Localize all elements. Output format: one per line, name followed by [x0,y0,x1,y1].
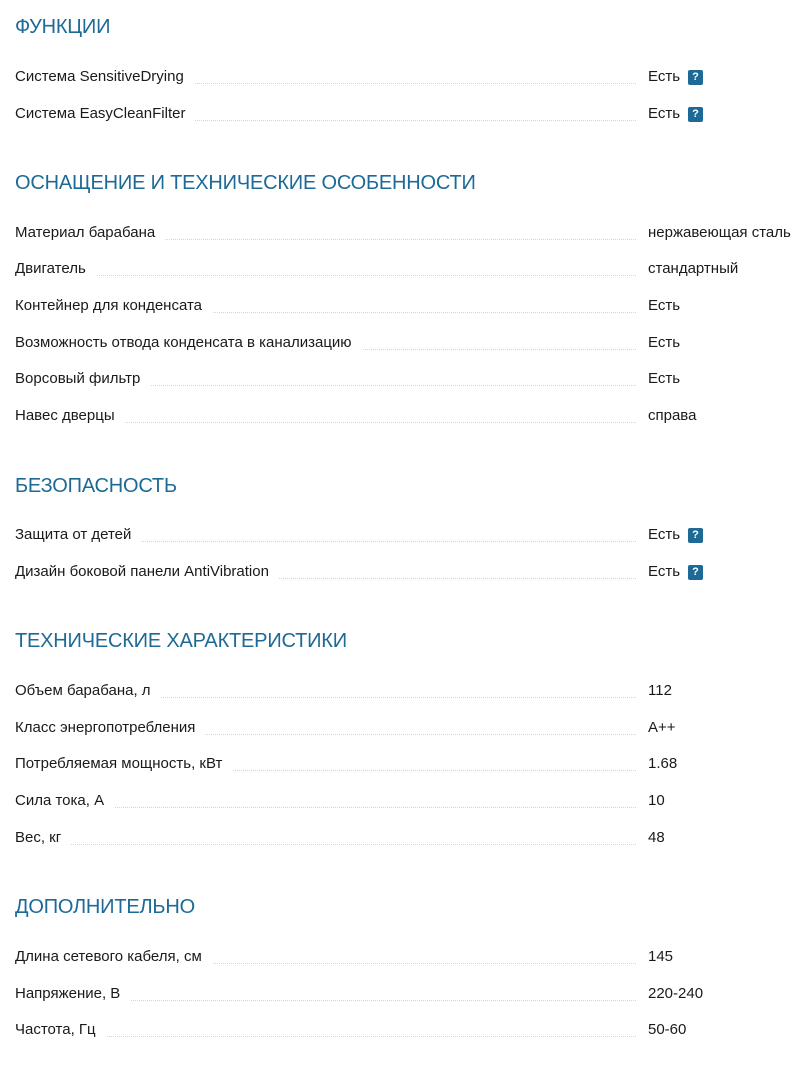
spec-label: Двигатель [15,259,96,279]
spec-label: Дизайн боковой панели AntiVibration [15,562,279,582]
spec-row [0,296,811,318]
spec-value: нержавеющая сталь [648,224,791,241]
spec-label: Возможность отвода конденсата в канализацию [15,333,362,353]
spec-value: A++ [648,719,676,736]
dotted-leader [15,844,636,845]
spec-row [0,947,811,969]
spec-value: стандартный [648,260,739,277]
spec-row [0,259,811,281]
spec-value: Есть [648,563,681,580]
spec-value: 145 [648,948,674,965]
spec-label: Напряжение, В [15,984,130,1004]
spec-value-wrap [648,562,703,582]
spec-label: Вес, кг [15,828,71,848]
spec-row [0,525,811,547]
spec-value: 48 [648,829,665,846]
spec-row [0,369,811,391]
spec-row [0,104,811,126]
spec-value: 1.68 [648,755,678,772]
spec-label: Объем барабана, л [15,681,161,701]
spec-row [0,223,811,245]
spec-value: Есть [648,297,681,314]
spec-value: Есть [648,370,681,387]
spec-value: Есть [648,68,681,85]
spec-label: Ворсовый фильтр [15,369,150,389]
spec-label: Система EasyCleanFilter [15,104,195,124]
spec-row [0,718,811,740]
help-icon[interactable]: ? [688,565,703,580]
spec-label: Навес дверцы [15,406,125,426]
spec-value: Есть [648,526,681,543]
spec-value: Есть [648,105,681,122]
spec-value-wrap [648,67,703,87]
spec-row [0,791,811,813]
spec-value-wrap [648,525,703,545]
spec-row [0,984,811,1006]
dotted-leader [15,1036,636,1037]
spec-label: Длина сетевого кабеля, см [15,947,212,967]
spec-label: Сила тока, А [15,791,114,811]
section-title: ТЕХНИЧЕСКИЕ ХАРАКТЕРИСТИКИ [15,630,347,652]
spec-value: справа [648,407,697,424]
help-icon[interactable]: ? [688,70,703,85]
spec-row [0,828,811,850]
spec-value: Есть [648,334,681,351]
section-title: БЕЗОПАСНОСТЬ [15,475,177,497]
spec-label: Система SensitiveDrying [15,67,194,87]
spec-value-wrap [648,104,703,124]
help-icon[interactable]: ? [688,107,703,122]
section-title: ОСНАЩЕНИЕ И ТЕХНИЧЕСКИЕ ОСОБЕННОСТИ [15,172,476,194]
spec-label: Защита от детей [15,525,141,545]
spec-value: 112 [648,682,672,699]
spec-label: Класс энергопотребления [15,718,205,738]
spec-row [0,681,811,703]
spec-value: 10 [648,792,665,809]
help-icon[interactable]: ? [688,528,703,543]
spec-label: Контейнер для конденсата [15,296,212,316]
spec-row [0,754,811,776]
spec-row [0,1020,811,1042]
spec-label: Материал барабана [15,223,165,243]
spec-value: 220-240 [648,985,704,1002]
spec-row [0,562,811,584]
spec-row [0,406,811,428]
dotted-leader [15,275,636,276]
spec-label: Потребляемая мощность, кВт [15,754,232,774]
spec-label: Частота, Гц [15,1020,106,1040]
section-title: ДОПОЛНИТЕЛЬНО [15,896,195,918]
spec-value: 50-60 [648,1021,687,1038]
section-title: ФУНКЦИИ [15,16,111,38]
spec-row [0,67,811,89]
spec-row [0,333,811,355]
